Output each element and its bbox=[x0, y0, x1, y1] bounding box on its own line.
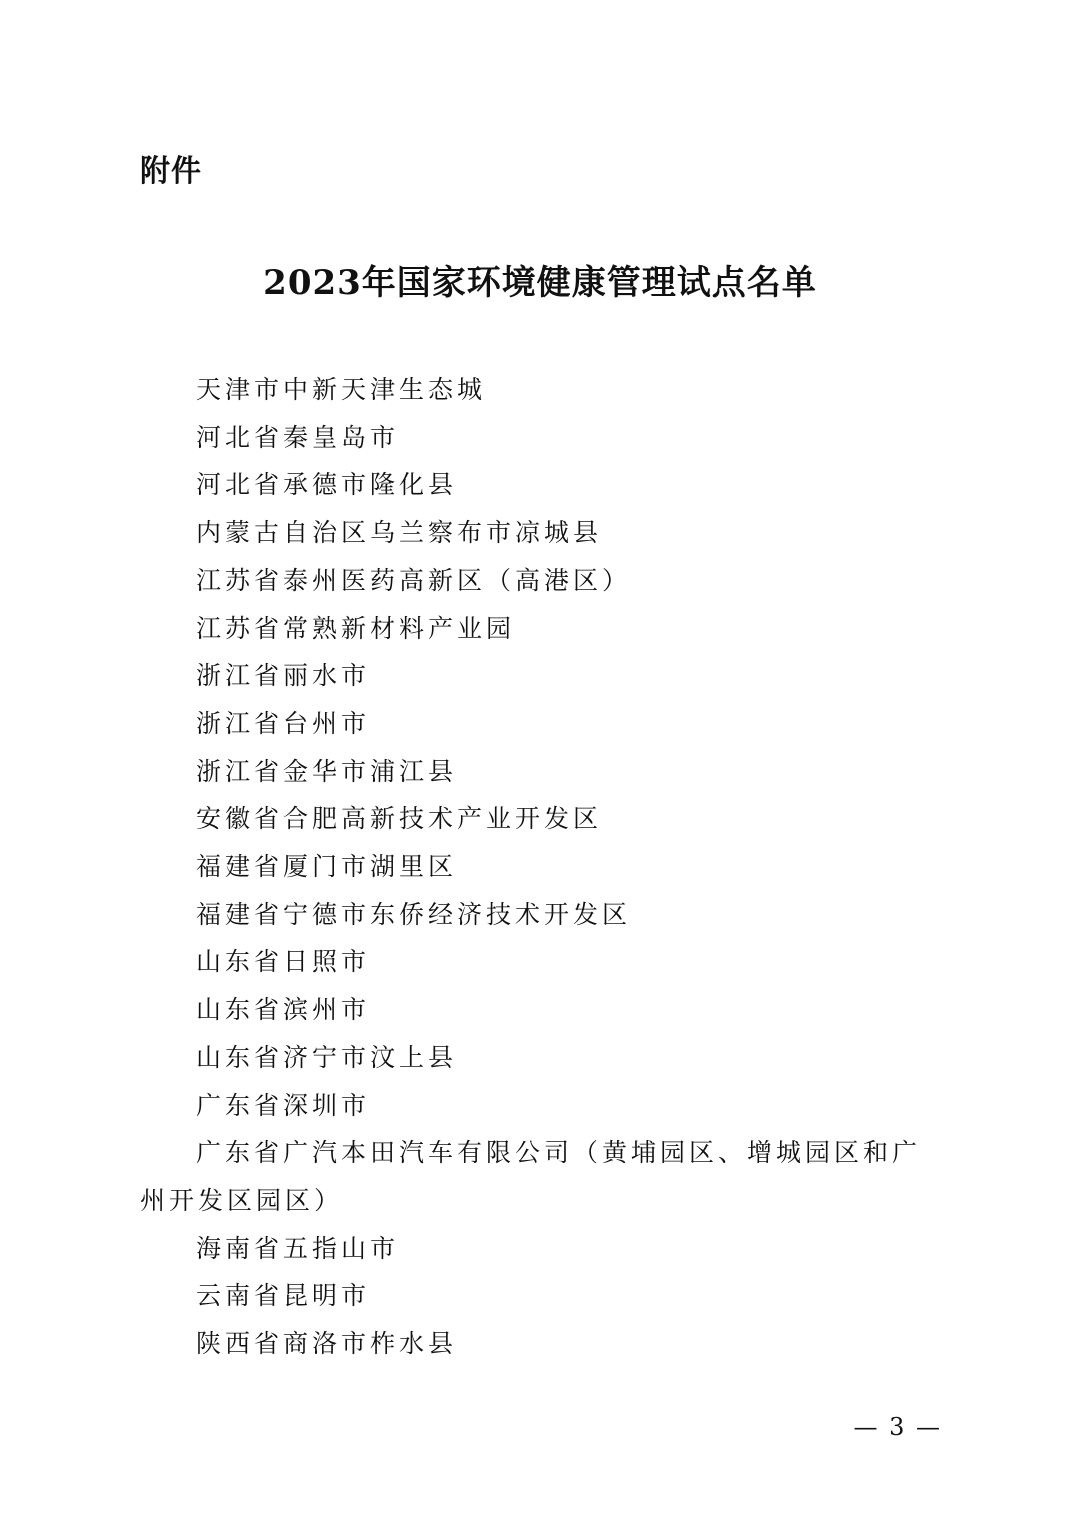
list-item: 内蒙古自治区乌兰察布市凉城县 bbox=[196, 518, 603, 548]
list-item: 山东省滨州市 bbox=[196, 995, 371, 1025]
list-item: 河北省秦皇岛市 bbox=[196, 422, 400, 452]
document-title: 2023年国家环境健康管理试点名单 bbox=[263, 263, 817, 303]
list-item: 广东省广汽本田汽车有限公司（黄埔园区、增城园区和广州开发区园区） bbox=[140, 1138, 922, 1215]
list-item: 浙江省丽水市 bbox=[196, 661, 371, 691]
list-item: 江苏省常熟新材料产业园 bbox=[196, 613, 516, 643]
page-number: — 3 — bbox=[853, 1413, 942, 1441]
list-item: 海南省五指山市 bbox=[196, 1233, 400, 1263]
list-item: 浙江省台州市 bbox=[196, 708, 371, 738]
list-item: 陕西省商洛市柞水县 bbox=[196, 1329, 458, 1359]
attachment-label: 附件 bbox=[140, 154, 202, 189]
list-item: 天津市中新天津生态城 bbox=[196, 375, 487, 404]
list-item: 云南省昆明市 bbox=[196, 1281, 371, 1311]
list-item: 福建省厦门市湖里区 bbox=[196, 852, 458, 882]
list-item: 江苏省泰州医药高新区（高港区） bbox=[196, 565, 632, 595]
list-item: 广东省深圳市 bbox=[196, 1090, 371, 1120]
pilot-list bbox=[140, 366, 945, 1368]
list-item: 山东省济宁市汶上县 bbox=[196, 1042, 458, 1072]
list-item: 河北省承德市隆化县 bbox=[196, 470, 458, 500]
list-item: 福建省宁德市东侨经济技术开发区 bbox=[196, 899, 632, 929]
list-item: 山东省日照市 bbox=[196, 947, 371, 977]
list-item: 浙江省金华市浦江县 bbox=[196, 756, 458, 786]
list-item: 安徽省合肥高新技术产业开发区 bbox=[196, 804, 603, 834]
